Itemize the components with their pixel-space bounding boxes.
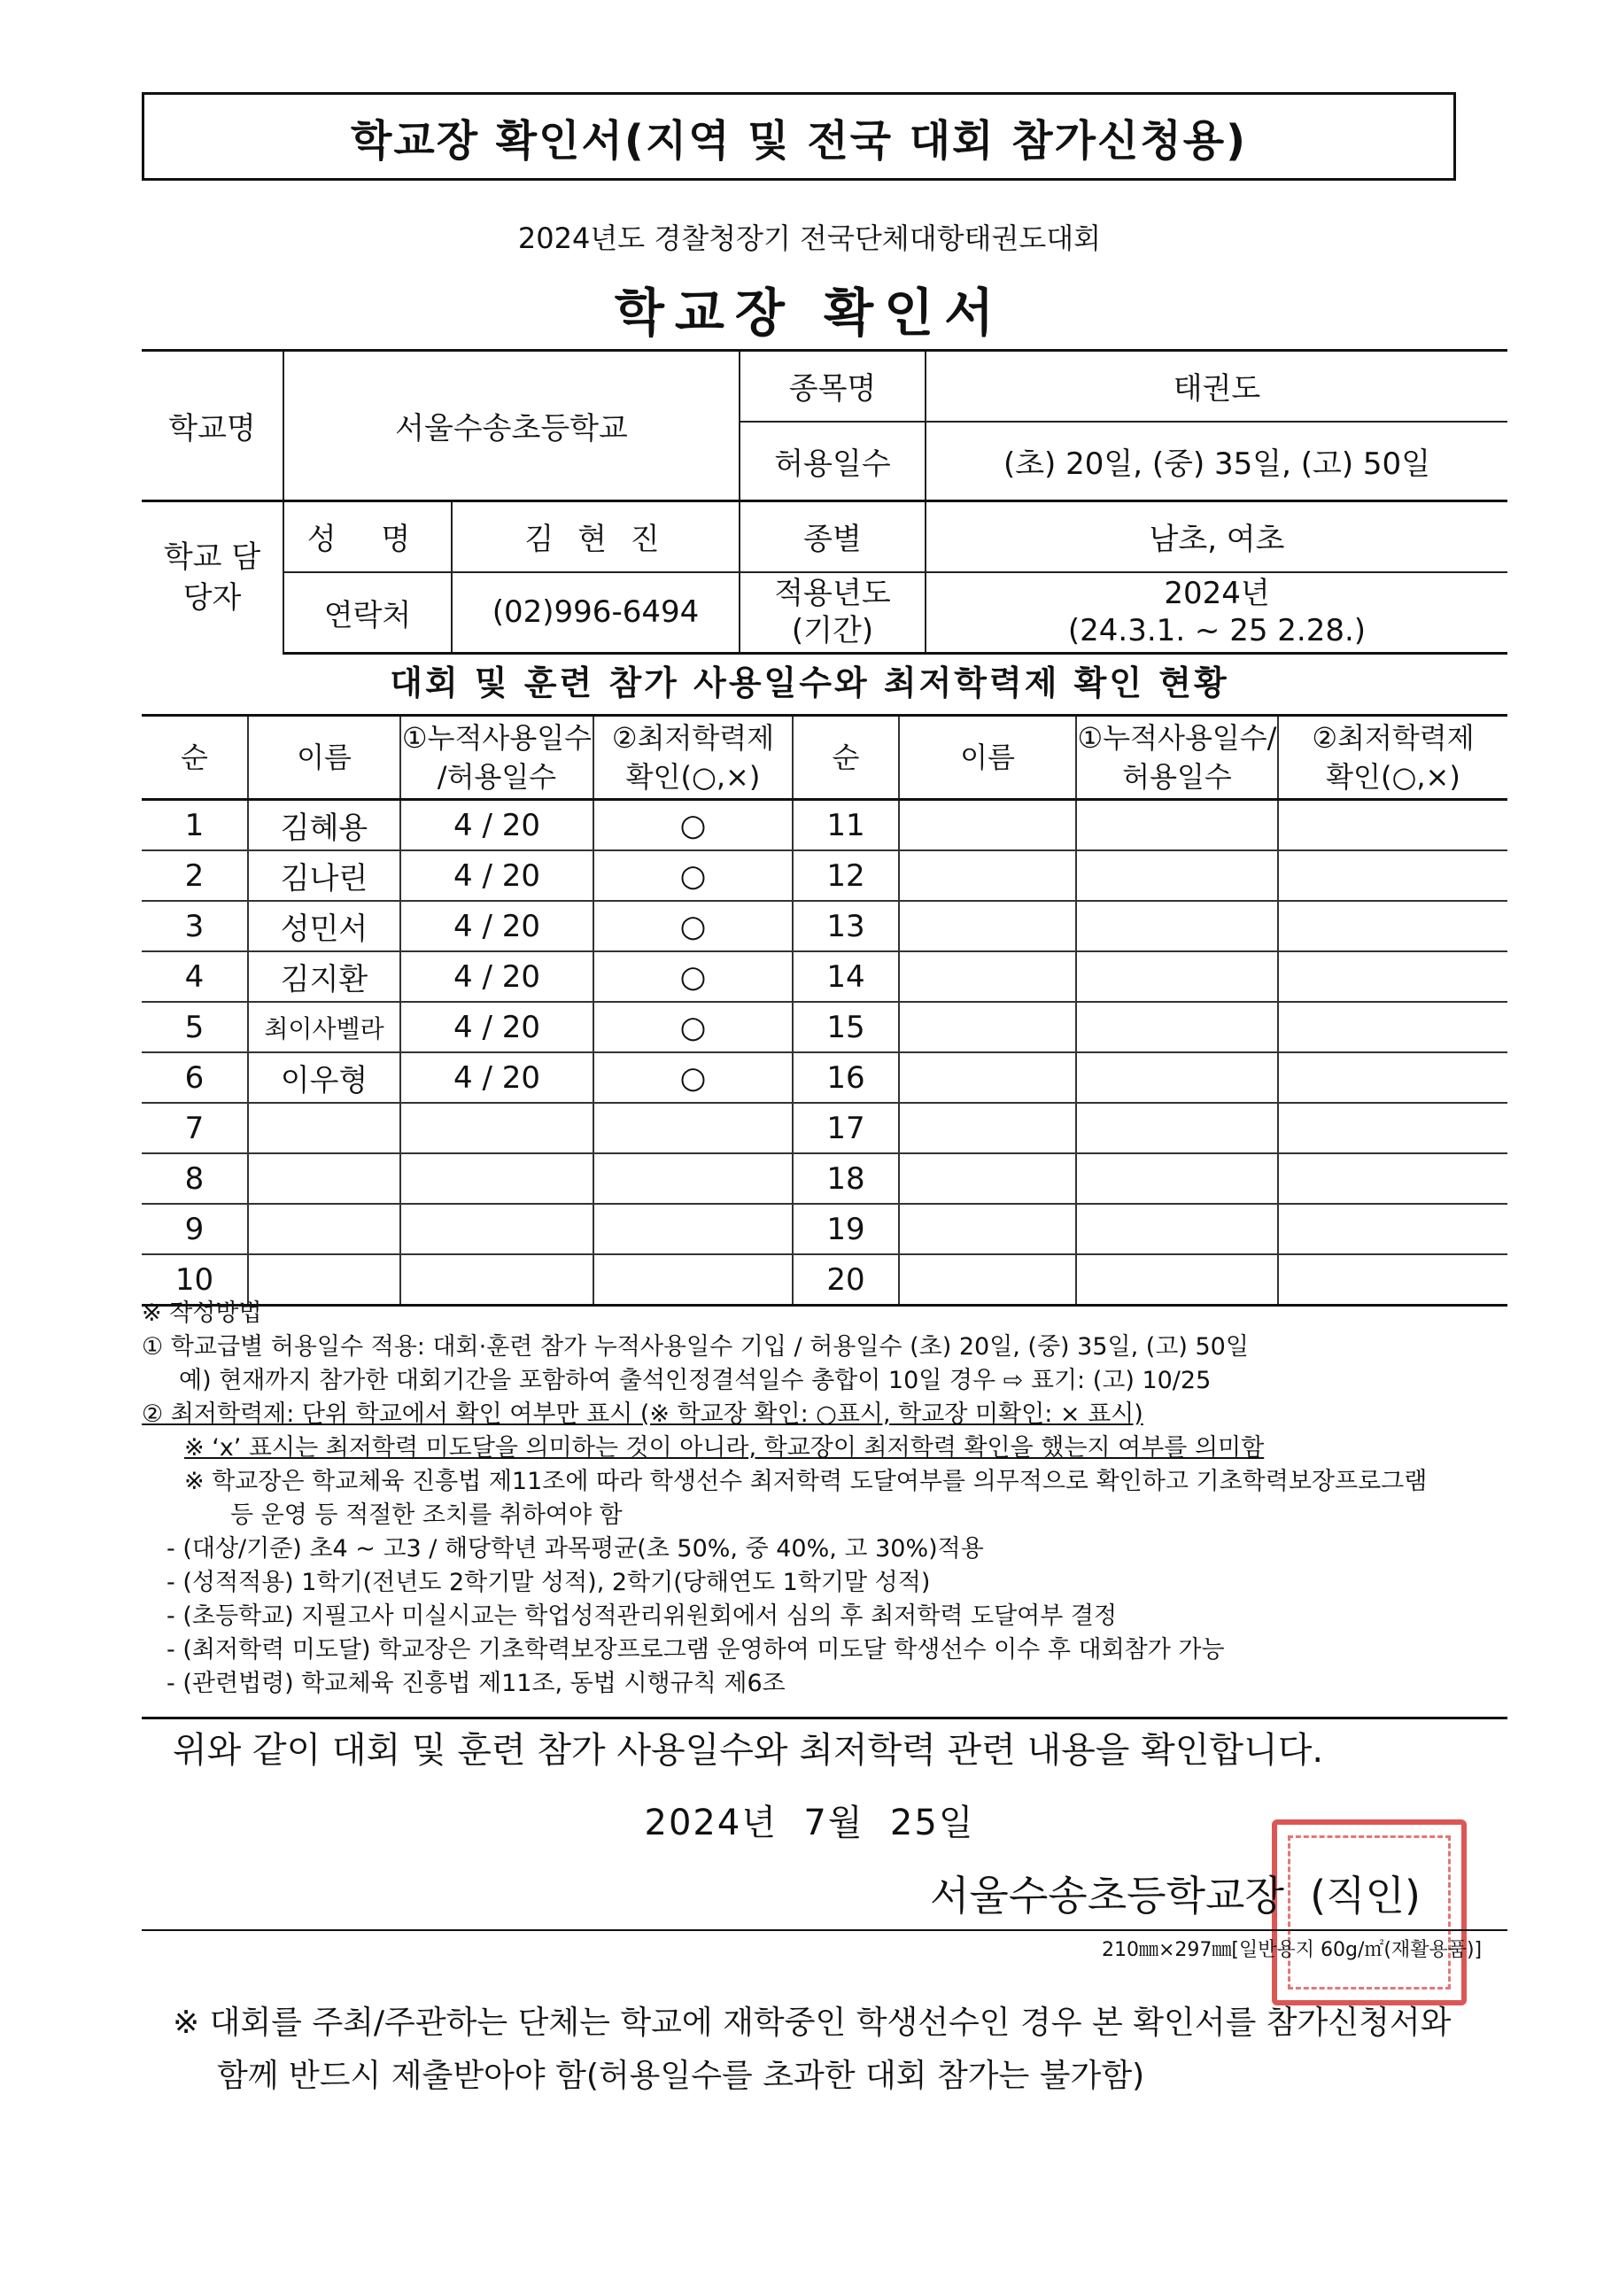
row-days: 4 / 20 bbox=[400, 850, 593, 901]
year-value bbox=[926, 572, 1507, 654]
row-check-b bbox=[1278, 1153, 1507, 1204]
row-days-b bbox=[1076, 850, 1278, 901]
detail-4: - (최저학력 미도달) 학교장은 기초학력보장프로그램 운영하여 미도달 학생선수 이수 후 대회참가 가능 bbox=[167, 1636, 1225, 1664]
row-no: 3 bbox=[142, 901, 248, 951]
row-name: 김지환 bbox=[248, 951, 400, 1002]
school-name: 서울수송초등학교 bbox=[283, 351, 740, 501]
paper-spec: 210㎜×297㎜[일반용지 60g/㎡(재활용품)] bbox=[1102, 1939, 1483, 1961]
table-row bbox=[142, 1103, 1507, 1153]
row-check-b bbox=[1278, 951, 1507, 1002]
row-name-b bbox=[899, 800, 1076, 851]
row-name-b bbox=[899, 1002, 1076, 1052]
detail-2: - (성적적용) 1학기(전년도 2학기말 성적), 2학기(당해연도 1학기말 성적) bbox=[167, 1569, 931, 1596]
row-name-b bbox=[899, 901, 1076, 951]
header-days-b-line1: ①누적사용일수/ bbox=[1077, 721, 1277, 755]
row-days bbox=[400, 1204, 593, 1254]
row-no: 9 bbox=[142, 1204, 248, 1254]
note-2: ② 최저학력제: 단위 학교에서 확인 여부만 표시 (※ 학교장 확인: ○표시, 학교장 미확인: × 표시) bbox=[142, 1400, 1143, 1428]
note-1: ① 학교급별 허용일수 적용: 대회·훈련 참가 누적사용일수 기입 / 허용일수 (초) 20일, (중) 35일, (고) 50일 bbox=[142, 1333, 1249, 1361]
header-days-b-line2: 허용일수 bbox=[1122, 760, 1232, 794]
year-label-line2: (기간) bbox=[791, 613, 874, 649]
allowed-days-value: (초) 20일, (중) 35일, (고) 50일 bbox=[926, 422, 1507, 501]
row-days: 4 / 20 bbox=[400, 901, 593, 951]
row-check bbox=[593, 1103, 793, 1153]
table-row bbox=[142, 1052, 1507, 1103]
header-check-b-line1: ②최저학력제 bbox=[1312, 721, 1475, 755]
row-days-b bbox=[1076, 1153, 1278, 1204]
detail-3: - (초등학교) 지필고사 미실시교는 학업성적관리위원회에서 심의 후 최저학력 도달여부 결정 bbox=[167, 1602, 1118, 1630]
row-days-b bbox=[1076, 1204, 1278, 1254]
row-days bbox=[400, 1103, 593, 1153]
row-check: ○ bbox=[593, 1002, 793, 1052]
row-no: 5 bbox=[142, 1002, 248, 1052]
row-no: 1 bbox=[142, 800, 248, 851]
issue-date: 2024년 7월 25일 bbox=[644, 1803, 975, 1843]
note-3-cont: 등 운영 등 적절한 조치를 취하여야 함 bbox=[230, 1501, 623, 1529]
info-table bbox=[142, 349, 1507, 655]
row-name-b bbox=[899, 1052, 1076, 1103]
note-2-sub: ※ ‘x’ 표시는 최저학력 미도달을 의미하는 것이 아니라, 학교장이 최저학력 확인을 했는지 여부를 의미함 bbox=[184, 1434, 1265, 1462]
row-check: ○ bbox=[593, 951, 793, 1002]
row-no: 6 bbox=[142, 1052, 248, 1103]
principal-signature: 서울수송초등학교장 (직인) bbox=[930, 1872, 1421, 1920]
row-check-b bbox=[1278, 1204, 1507, 1254]
event-label: 종목명 bbox=[740, 351, 926, 422]
row-no-b: 12 bbox=[793, 850, 899, 901]
row-check: ○ bbox=[593, 1052, 793, 1103]
row-no-b: 14 bbox=[793, 951, 899, 1002]
row-days-b bbox=[1076, 1103, 1278, 1153]
row-name bbox=[248, 1204, 400, 1254]
row-days: 4 / 20 bbox=[400, 1002, 593, 1052]
year-value-line1: 2024년 bbox=[1164, 576, 1270, 612]
row-no-b: 16 bbox=[793, 1052, 899, 1103]
form-header-text: 학교장 확인서(지역 및 전국 대회 참가신청용) bbox=[350, 115, 1248, 166]
roster-table bbox=[142, 714, 1507, 1307]
row-check bbox=[593, 1153, 793, 1204]
row-no: 8 bbox=[142, 1153, 248, 1204]
header-days-line1: ①누적사용일수 bbox=[401, 721, 593, 755]
header-days-b bbox=[1076, 716, 1278, 800]
table-row bbox=[142, 1204, 1507, 1254]
header-name-b: 이름 bbox=[899, 716, 1076, 800]
row-days: 4 / 20 bbox=[400, 800, 593, 851]
table-row bbox=[142, 850, 1507, 901]
row-check-b bbox=[1278, 1103, 1507, 1153]
header-days bbox=[400, 716, 593, 800]
name-value: 김 현 진 bbox=[452, 501, 740, 572]
row-no-b: 18 bbox=[793, 1153, 899, 1204]
roster-body bbox=[142, 800, 1507, 1306]
row-check: ○ bbox=[593, 800, 793, 851]
table-row bbox=[142, 800, 1507, 851]
row-check-b bbox=[1278, 1002, 1507, 1052]
phone-value: (02)996-6494 bbox=[452, 572, 740, 654]
row-no-b: 20 bbox=[793, 1254, 899, 1306]
row-days-b bbox=[1076, 1002, 1278, 1052]
contact-person-label bbox=[142, 501, 283, 654]
header-name: 이름 bbox=[248, 716, 400, 800]
notes-heading: ※ 작성방법 bbox=[142, 1299, 262, 1327]
row-no-b: 15 bbox=[793, 1002, 899, 1052]
phone-label: 연락처 bbox=[283, 572, 452, 654]
row-check-b bbox=[1278, 1052, 1507, 1103]
row-no-b: 19 bbox=[793, 1204, 899, 1254]
row-days-b bbox=[1076, 1052, 1278, 1103]
row-no-b: 11 bbox=[793, 800, 899, 851]
row-days-b bbox=[1076, 951, 1278, 1002]
category-value: 남초, 여초 bbox=[926, 501, 1507, 572]
row-days-b bbox=[1076, 901, 1278, 951]
section-title: 대회 및 훈련 참가 사용일수와 최저학력제 확인 현황 bbox=[390, 663, 1229, 702]
row-name-b bbox=[899, 850, 1076, 901]
header-no: 순 bbox=[142, 716, 248, 800]
event-value: 태권도 bbox=[926, 351, 1507, 422]
header-check-line1: ②최저학력제 bbox=[611, 721, 775, 755]
page-title: 학교장 확인서 bbox=[614, 283, 1005, 343]
header-no-b: 순 bbox=[793, 716, 899, 800]
detail-5: - (관련법령) 학교체육 진흥법 제11조, 동법 시행규칙 제6조 bbox=[167, 1670, 786, 1697]
row-name: 최이사벨라 bbox=[248, 1002, 400, 1052]
year-label bbox=[740, 572, 926, 654]
notes-divider bbox=[142, 1717, 1507, 1719]
header-check bbox=[593, 716, 793, 800]
row-check: ○ bbox=[593, 850, 793, 901]
row-name: 김나린 bbox=[248, 850, 400, 901]
note-3: ※ 학교장은 학교체육 진흥법 제11조에 따라 학생선수 최저학력 도달여부를 의무적으로 확인하고 기초학력보장프로그램 bbox=[184, 1468, 1428, 1495]
detail-1: - (대상/기준) 초4 ~ 고3 / 해당학년 과목평균(초 50%, 중 40%, 고 30%)적용 bbox=[167, 1535, 984, 1563]
header-check-b bbox=[1278, 716, 1507, 800]
final-note-line1: ※ 대회를 주최/주관하는 단체는 학교에 재학중인 학생선수인 경우 본 확인서를 참가신청서와 bbox=[173, 2005, 1452, 2041]
table-row bbox=[142, 1002, 1507, 1052]
contact-person-label-text: 학교 담당자 bbox=[163, 539, 261, 617]
row-name: 성민서 bbox=[248, 901, 400, 951]
footer-divider bbox=[142, 1929, 1507, 1931]
row-name-b bbox=[899, 1103, 1076, 1153]
row-days: 4 / 20 bbox=[400, 951, 593, 1002]
school-label: 학교명 bbox=[142, 351, 283, 501]
table-row bbox=[142, 1153, 1507, 1204]
form-header-box bbox=[142, 92, 1456, 181]
row-name bbox=[248, 1103, 400, 1153]
row-no-b: 17 bbox=[793, 1103, 899, 1153]
row-check: ○ bbox=[593, 901, 793, 951]
name-label: 성 명 bbox=[283, 501, 452, 572]
row-days-b bbox=[1076, 800, 1278, 851]
row-no: 7 bbox=[142, 1103, 248, 1153]
table-row bbox=[142, 951, 1507, 1002]
row-check-b bbox=[1278, 901, 1507, 951]
note-1-example: 예) 현재까지 참가한 대회기간을 포함하여 출석인정결석일수 총합이 10일 경우 ⇨ 표기: (고) 10/25 bbox=[179, 1367, 1212, 1394]
row-no: 2 bbox=[142, 850, 248, 901]
row-name: 김혜용 bbox=[248, 800, 400, 851]
header-check-b-line2: 확인(○,×) bbox=[1326, 760, 1460, 794]
category-label: 종별 bbox=[740, 501, 926, 572]
row-days bbox=[400, 1153, 593, 1204]
row-no-b: 13 bbox=[793, 901, 899, 951]
row-name: 이우형 bbox=[248, 1052, 400, 1103]
row-no: 4 bbox=[142, 951, 248, 1002]
final-note bbox=[173, 1997, 1451, 2103]
year-label-line1: 적용년도 bbox=[774, 576, 891, 612]
competition-subtitle: 2024년도 경찰청장기 전국단체대항태권도대회 bbox=[517, 221, 1102, 255]
table-row bbox=[142, 901, 1507, 951]
row-check-b bbox=[1278, 850, 1507, 901]
notes-section bbox=[142, 1297, 1523, 1701]
row-name-b bbox=[899, 951, 1076, 1002]
row-no: 10 bbox=[142, 1254, 248, 1306]
row-name-b bbox=[899, 1204, 1076, 1254]
year-period: (24.3.1. ~ 25 2.28.) bbox=[1067, 613, 1367, 649]
header-days-line2: /허용일수 bbox=[437, 760, 557, 794]
row-check-b bbox=[1278, 800, 1507, 851]
row-name bbox=[248, 1153, 400, 1204]
header-check-line2: 확인(○,×) bbox=[625, 760, 761, 794]
allowed-days-label: 허용일수 bbox=[740, 422, 926, 501]
confirmation-statement: 위와 같이 대회 및 훈련 참가 사용일수와 최저학력 관련 내용을 확인합니다. bbox=[173, 1730, 1324, 1771]
row-days: 4 / 20 bbox=[400, 1052, 593, 1103]
row-check bbox=[593, 1204, 793, 1254]
row-name-b bbox=[899, 1153, 1076, 1204]
final-note-line2: 함께 반드시 제출받아야 함(허용일수를 초과한 대회 참가는 불가함) bbox=[217, 2058, 1145, 2094]
